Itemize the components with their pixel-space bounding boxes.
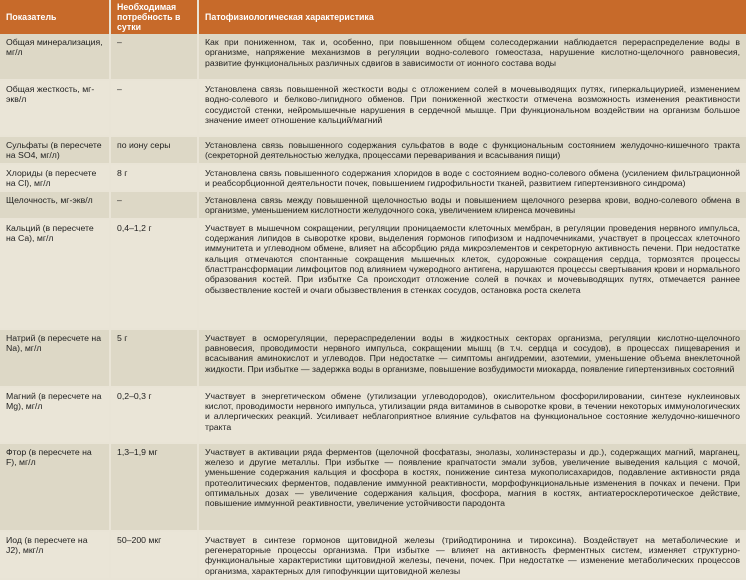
indicator-cell: Общая минерализация, мг/л [0,34,110,80]
description-cell: Установлена связь повышенного содержания сульфатов в воде с функциональным состоянием желудочно-кишечного тракта (секреторной деятельностью желудка, процессами переваривания и всасывания пищи) [198,136,746,164]
description-cell: Установлена связь повышенного содержания хлоридов в воде с состоянием водно-солевого обмена (усилением фильтрационной и реабсорбционной деятельности почек, повышением гидрофильности тканей, развитием гипертензивного синдрома) [198,164,746,192]
need-cell: – [110,191,198,219]
indicator-cell: Общая жесткость, мг-экв/л [0,80,110,136]
table-row [0,191,746,219]
indicator-cell: Кальций (в пересчете на Ca), мг/л [0,219,110,329]
indicator-cell: Щелочность, мг-экв/л [0,191,110,219]
description-cell: Участвует в осморегуляции, перераспределении воды в жидкостных секторах организма, регуляции кислотно-щелочного равновесия, проводимости нервного импульса, сокращении мышц (в т.ч. сердца и сосудов), в процессах пищеварения и всасывания аминокислот и углеводов. При недостатке — симптомы ангидремии, азотемии, уменьшение объема внеклеточной жидкости. При избытке — задержка воды в организме, повышение возбудимости миокарда, появление гипертензивных состояний [198,329,746,387]
description-cell: Участвует в мышечном сокращении, регуляции проницаемости клеточных мембран, в регуляции проведения нервного импульса, содержания липидов в сыворотке крови, выделения гормонов гипофизом и надпочечниками, участвует в процессах клеточного иммунитета и углеводном обмене, влияет на абсорбцию ряда микроэлементов и секреторную активность печени. При недостатке кальция отмечаются спонтанные сокращения мышечных клеток, судорожные сокращения сердца, тормозятся процессы бласттрансформации лимфоцитов под влиянием чужеродного антигена, нарушаются процессы свертывания крови и нормального образования костей. При избытке Ca происходит отложение солей в почках и мочевыводящих путях, отмечается раннее обызвествление костей и очаги обызвествления в стенках сосудов, остановка роста скелета [198,219,746,329]
indicator-cell: Магний (в пересчете на Mg), мг/л [0,387,110,443]
table-row [0,329,746,387]
table-row [0,531,746,579]
table-header-row [0,0,746,34]
indicator-cell: Фтор (в пересчете на F), мг/л [0,443,110,531]
table-row [0,219,746,329]
need-cell: 8 г [110,164,198,192]
table-row [0,443,746,531]
description-cell: Участвует в синтезе гормонов щитовидной железы (трийодтиронина и тироксина). Воздействует на метаболические и регенераторные процессы организма. При избытке — влияет на активность ферментных систем, изменяет структурно-функциональные характеристики щитовидной железы, печени, почек. При недостатке — изменение метаболических процессов организма, характерных для гипофункции щитовидной железы [198,531,746,579]
need-cell: – [110,80,198,136]
table-row [0,164,746,192]
indicator-cell: Сульфаты (в пересчете на SO4, мг/л) [0,136,110,164]
header-pathophysiology: Патофизиологическая характеристика [198,0,746,34]
description-cell: Как при пониженном, так и, особенно, при повышенном общем солесодержании наблюдается перераспределение воды в организме, напряжение механизмов в регуляции водно-солевого гомеостаза, нарушение кислотно-щелочного равновесия, развитие функциональных различных сдвигов в зависимости от ионного состава воды [198,34,746,80]
description-cell: Участвует в активации ряда ферментов (щелочной фосфатазы, энолазы, холинэстеразы и др.), содержащих магний, марганец, железо и другие металлы. При избытке — появление крапчатости эмали зубов, увеличение выведения кальция с мочой, уменьшение содержания кальция и фосфора в костях, понижение синтеза мукополисахаридов, подавление активности ряда протеолитических ферментов, подавление иммунной реактивности, морфофункциональные изменения в почках и печени. При оптимальных дозах — увеличение содержания кальция, фосфора, магния в костях, антиатеросклеротическое действие, повышение иммунной реактивности, увеличение устойчивости пародонта [198,443,746,531]
table-row [0,34,746,80]
need-cell: 0,4–1,2 г [110,219,198,329]
indicator-cell: Иод (в пересчете на J2), мкг/л [0,531,110,579]
need-cell: 5 г [110,329,198,387]
table-row [0,80,746,136]
header-indicator: Показатель [0,0,110,34]
header-daily-need: Необходимая потребность в сутки [110,0,198,34]
table-row [0,136,746,164]
need-cell: 0,2–0,3 г [110,387,198,443]
description-cell: Установлена связь повышенной жесткости воды с отложением солей в мочевыводящих путях, гиперкальциурией, изменением водно-солевого и белково-липидного обменов. При пониженной жесткости отмечена возможность изменения реактивности сосудистой стенки, нейромышечные нарушения в сердечной мышце. При функциональном воздействии на организм большое значение имеет отношение кальций/магний [198,80,746,136]
description-cell: Участвует в энергетическом обмене (утилизации углеводородов), окислительном фосфорилировании, синтезе нуклеиновых кислот, проводимости нервного импульса, утилизации ряда витаминов в сыворотке крови, в течении некоторых иммунологических и аллергических реакций. Усиливает неблагоприятное влияние сульфатов на функциональное состояние желудочно-кишечного тракта [198,387,746,443]
need-cell: – [110,34,198,80]
need-cell: 1,3–1,9 мг [110,443,198,531]
indicator-cell: Хлориды (в пересчете на Cl), мг/л [0,164,110,192]
need-cell: 50–200 мкг [110,531,198,579]
need-cell: по иону серы [110,136,198,164]
description-cell: Установлена связь между повышенной щелочностью воды и повышением щелочного резерва крови, водно-солевого обмена в организме, уменьшением кислотности желудочного сока, увеличением клиренса мочевины [198,191,746,219]
indicator-cell: Натрий (в пересчете на Na), мг/л [0,329,110,387]
table-row [0,387,746,443]
